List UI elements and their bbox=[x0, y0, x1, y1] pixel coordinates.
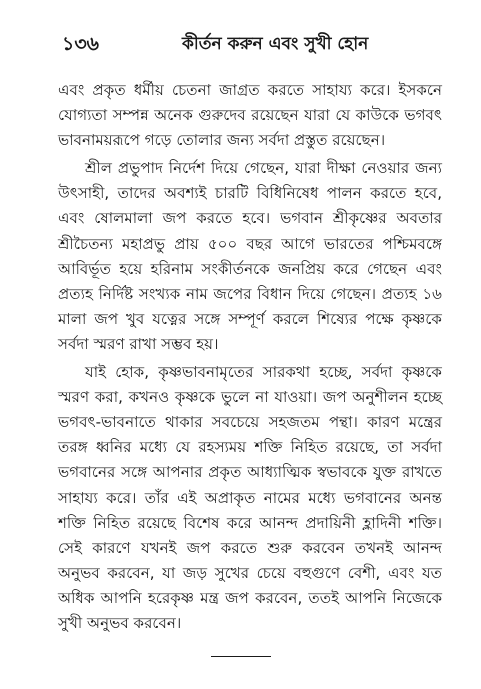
page-number: ১৩৬ bbox=[62, 33, 100, 55]
section-end-rule bbox=[211, 656, 271, 657]
paragraph-2: শ্রীল প্রভুপাদ নির্দেশ দিয়ে গেছেন, যারা দীক্ষা নেওয়ার জন্য উৎসাহী, তাদের অবশ্যই চারটি বিধিনিষেধ পালন করতে হবে, এবং ষোলমালা জপ করতে হবে। ভগবান শ্রীকৃষ্ণের অবতার শ্রীচৈতন্য মহাপ্রভু প্রায় ৫০০ বছর আগে ভারতের পশ্চিমবঙ্গে আবির্ভূত হয়ে হরিনাম সংকীর্তনকে জনপ্রিয় করে গেছেন এবং প্রত্যহ নির্দিষ্ট সংখ্যক নাম জপের বিধান দিয়ে গেছেন। প্রত্যহ ১৬ মালা জপ খুব যত্নের সঙ্গে সম্পূর্ণ করলে শিষ্যের পক্ষে কৃষ্ণকে সর্বদা স্মরণ রাখা সম্ভব হয়। bbox=[58, 159, 442, 353]
paragraph-3: যাই হোক, কৃষ্ণভাবনামৃতের সারকথা হচ্ছে, সর্বদা কৃষ্ণকে স্মরণ করা, কখনও কৃষ্ণকে ভুলে না যাওয়া। জপ অনুশীলন হচ্ছে ভগবৎ-ভাবনাতে থাকার সবচেয়ে সহজতম পন্থা। কারণ মন্ত্রের তরঙ্গ ধ্বনির মধ্যে যে রহস্যময় শক্তি নিহিত রয়েছে, তা সর্বদা ভগবানের সঙ্গে আপনার প্রকৃত আধ্যাত্মিক স্বভাবকে যুক্ত রাখতে সাহায্য করে। তাঁর এই অপ্রাকৃত নামের মধ্যে ভগবানের অনন্ত শক্তি নিহিত রয়েছে বিশেষ করে আনন্দ প্রদায়িনী হ্লাদিনী শক্তি। সেই কারণে যখনই জপ করতে শুরু করবেন তখনই আনন্দ অনুভব করবেন, যা জড় সুখের চেয়ে বহুগুণে বেশী, এবং যত অধিক আপনি হরেকৃষ্ণ মন্ত্র জপ করবেন, ততই আপনি নিজেকে সুখী অনুভব করবেন। bbox=[58, 363, 442, 632]
paragraph-1: এবং প্রকৃত ধর্মীয় চেতনা জাগ্রত করতে সাহায্য করে। ইসকনে যোগ্যতা সম্পন্ন অনেক গুরুদেব রয়েছেন যারা যে কাউকে ভগবৎ ভাবনাময়রূপে গড়ে তোলার জন্য সর্বদা প্রস্তুত রয়েছেন। bbox=[58, 81, 442, 150]
running-title: কীর্তন করুন এবং সুখী হোন bbox=[182, 34, 369, 54]
body-text bbox=[58, 78, 442, 636]
page-header bbox=[62, 30, 442, 56]
